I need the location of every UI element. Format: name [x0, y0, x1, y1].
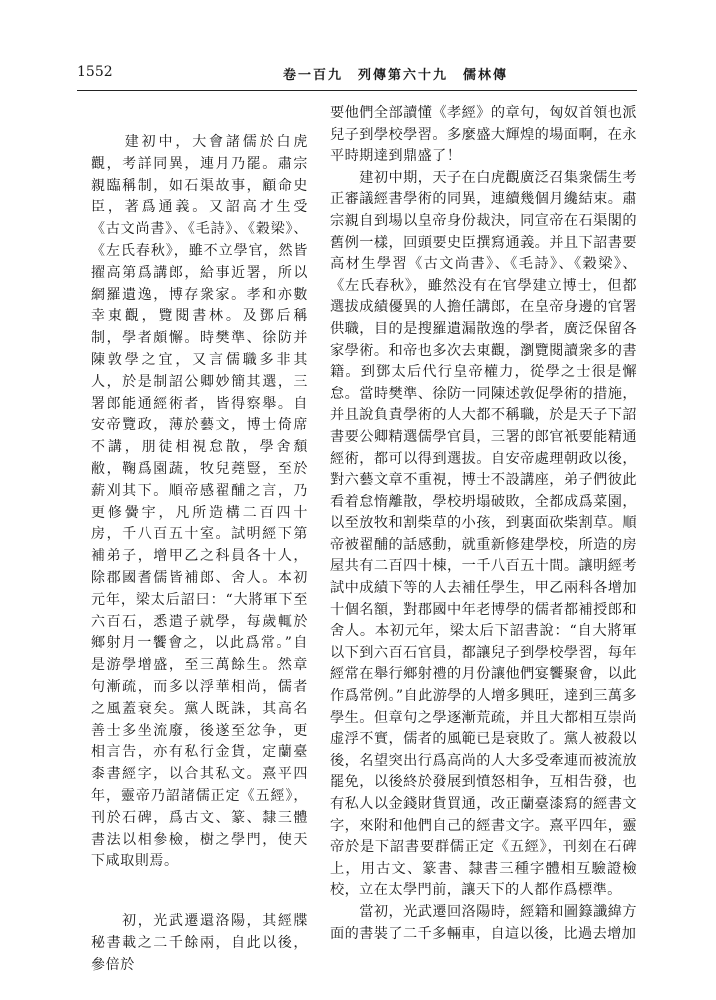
translation-paragraph: 要他們全部讀懂《孝經》的章句，匈奴首領也派兒子到學校學習。多麼盛大輝煌的場面啊，在永平時期達到鼎盛了！ — [330, 105, 637, 165]
classical-paragraph: 初，光武遷還洛陽，其經牒秘書載之二千餘兩，自此以後，參倍於 — [91, 913, 308, 973]
right-column-translation — [330, 103, 637, 945]
translation-paragraph: 當初，光武遷回洛陽時，經籍和圖籙讖緯方面的書裝了二千多輛車，自這以後，比過去增加 — [330, 903, 637, 942]
left-column-classical-text-continued — [91, 911, 308, 976]
left-column-classical-text — [91, 132, 308, 873]
running-head: 卷一百九 列傳第六十九 儒林傳 — [283, 68, 509, 83]
translation-paragraph: 建初中期，天子在白虎觀廣泛召集衆儒生考正審議經書學術的同異，連續幾個月纔結束。肅宗親自到場以皇帝身份裁決，同宣帝在石渠閣的舊例一樣，回頭要史臣撰寫通義。并且下詔書要高材生學習《古文尚書》、《毛詩》、《穀梁》、《左氏春秋》，雖然没有在官學建立博士，但都選拔成績優異的人擔任講郎，在皇帝身邊的官署供職，目的是搜羅遺漏散逸的學者，廣泛保留各家學術。和帝也多次去東觀，瀏覽閱讀衆多的書籍。到鄧太后代行皇帝權力，從學之士很是懈怠。當時樊準、徐防一同陳述敦促學術的措施，并且說負責學術的人大都不稱職，於是天子下詔書要公卿精選儒學官員，三署的郎官衹要能精通經術，都可以得到選拔。自安帝處理朝政以後，對六藝文章不重視，博士不設講座，弟子們彼此看着怠惰離散，學校坍塌破敗，全都成爲菜園，以至放牧和割柴草的小孩，到裏面砍柴割草。順帝被翟酺的話感動，就重新修建學校，所造的房屋共有二百四十棟，一千八百五十間。讓明經考試中成績下等的人去補任學生，甲乙兩科各增加十個名額，對郡國中年老博學的儒者都補授郎和舍人。本初元年，梁太后下詔書說：“自大將軍以下到六百石官員，都讓兒子到學校學習，每年經常在舉行鄉射禮的月份讓他們宴饗聚會，以此作爲常例。”自此游學的人增多興旺，達到三萬多學生。但章句之學逐漸荒疏，并且大都相互崇尚虚浮不實，儒者的風範已是衰敗了。黨人被殺以後，名望突出行爲高尚的人大多受牽連而被流放罷免，以後終於發展到憤怒相争，互相告發，也有私人以金錢財貨買通，改正蘭臺漆寫的經書文字，來附和他們自己的經書文字。熹平四年，靈帝於是下詔書要群儒正定《五經》，刊刻在石碑上，用古文、篆書、隸書三種字體相互驗證檢校，立在太學門前，讓天下的人都作爲標準。 — [330, 169, 637, 899]
header-rule — [77, 90, 637, 91]
page-number: 1552 — [77, 64, 113, 80]
classical-paragraph: 建初中，大會諸儒於白虎觀，考詳同異，連月乃罷。肅宗親臨稱制，如石渠故事，顧命史臣，著爲通義。又詔高才生受《古文尚書》、《毛詩》、《穀梁》、《左氏春秋》，雖不立學官，然皆擢高第爲講郎，給事近署，所以網羅遺逸，博存衆家。孝和亦數幸東觀，覽閱書林。及鄧后稱制，學者頗懈。時樊準、徐防并陳敦學之宜，又言儒職多非其人，於是制詔公卿妙簡其選，三署郎能通經術者，皆得察舉。自安帝覽政，薄於藝文，博士倚席不講，朋徒相視怠散，學舍頹敝，鞠爲園蔬，牧兒蕘豎，至於薪刈其下。順帝感翟酺之言，乃更修黌宇，凡所造構二百四十房，千八百五十室。試明經下第補弟子，增甲乙之科員各十人，除郡國耆儒皆補郎、舍人。本初元年，梁太后詔曰：“大將軍下至六百石，悉遣子就學，每歲輒於鄉射月一饗會之，以此爲常。”自是游學增盛，至三萬餘生。然章句漸疏，而多以浮華相尚，儒者之風蓋衰矣。黨人既誅，其高名善士多坐流廢，後遂至忿争，更相言告，亦有私行金貨，定蘭臺桼書經字，以合其私文。熹平四年，靈帝乃詔諸儒正定《五經》，刊於石碑，爲古文、篆、隸三體書法以相參檢，樹之學門，使天下咸取則焉。 — [91, 134, 308, 870]
page-header — [77, 58, 637, 88]
